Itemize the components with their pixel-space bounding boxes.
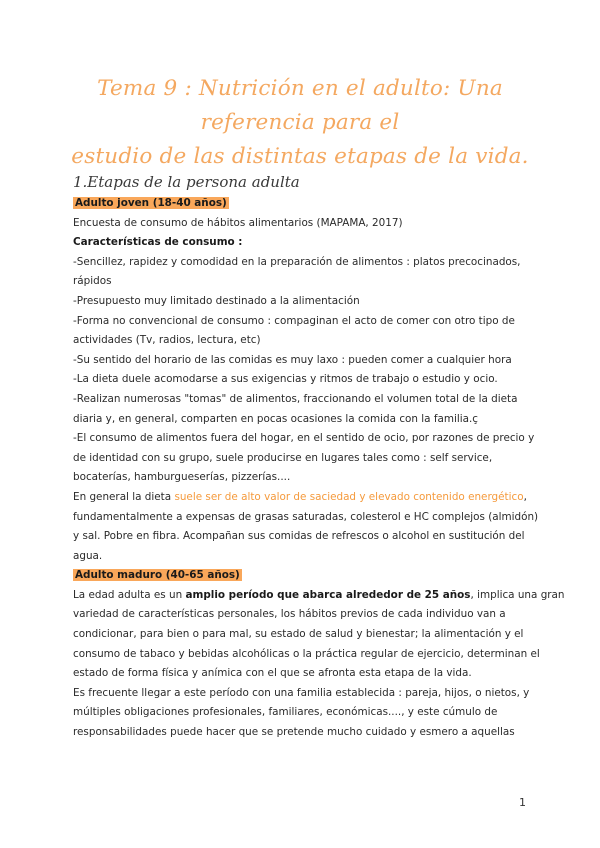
adulto-maduro-heading: Adulto maduro (40-65 años)	[75, 569, 240, 582]
text-line: diaria y, en general, comparten en pocas ocasiones la comida con la familia.ç	[73, 412, 479, 425]
text-line: consumo de tabaco y bebidas alcohólicas o la práctica regular de ejercicio, determinan el	[73, 647, 540, 660]
general-prefix: En general la dieta	[73, 490, 175, 503]
text-line: -Forma no convencional de consumo : compaginan el acto de comer con otro tipo de	[73, 314, 515, 327]
maduro-suffix: , implica una gran	[470, 588, 565, 601]
text-line: variedad de características personales, los hábitos previos de cada individuo van a	[73, 608, 506, 621]
adulto-joven-heading: Adulto joven (18-40 años)	[75, 197, 227, 209]
title-line-1: Tema 9 : Nutrición en el adulto: Una referencia para el	[97, 76, 503, 135]
general-highlight: suele ser de alto valor de saciedad y elevado contenido energético	[174, 490, 524, 503]
text-line: -Presupuesto muy limitado destinado a la alimentación	[73, 294, 360, 307]
general-suffix: ,	[523, 490, 527, 503]
encuesta-line: Encuesta de consumo de hábitos alimentarios (MAPAMA, 2017)	[73, 216, 403, 229]
title-line-2: estudio de las distintas etapas de la vida.	[71, 144, 529, 169]
text-line: responsabilidades puede hacer que se pretende mucho cuidado y esmero a aquellas	[73, 726, 515, 739]
text-line: agua.	[73, 549, 103, 562]
general-line	[73, 488, 533, 508]
text-line: -Realizan numerosas "tomas" de alimentos, fraccionando el volumen total de la dieta	[73, 392, 518, 405]
joven-list	[73, 253, 533, 488]
maduro-prefix: La edad adulta es un	[73, 588, 186, 601]
text-line: Es frecuente llegar a este período con una familia establecida : pareja, hijos, o nietos, y	[73, 686, 530, 699]
page-number: 1	[519, 796, 526, 809]
text-line: bocaterías, hamburgueserías, pizzerías....	[73, 471, 291, 484]
text-line: múltiples obligaciones profesionales, familiares, económicas...., y este cúmulo de	[73, 706, 498, 719]
text-line: fundamentalmente a expensas de grasas saturadas, colesterol e HC complejos (almidón)	[73, 510, 539, 523]
text-line: -Su sentido del horario de las comidas es muy laxo : pueden comer a cualquier hora	[73, 353, 512, 366]
text-line: -La dieta duele acomodarse a sus exigencias y ritmos de trabajo o estudio y ocio.	[73, 373, 498, 386]
text-line: -Sencillez, rapidez y comodidad en la preparación de alimentos : platos precocinados,	[73, 255, 521, 268]
document-title	[40, 72, 560, 174]
maduro-bold: amplio período que abarca alrededor de 25 años	[185, 588, 471, 601]
maduro-first-line	[73, 586, 565, 606]
text-line: y sal. Pobre en fibra. Acompañan sus comidas de refrescos o alcohol en sustitución del	[73, 530, 525, 543]
text-line: estado de forma física y anímica con el que se afronta esta etapa de la vida.	[73, 667, 472, 680]
text-line: de identidad con su grupo, suele producirse en lugares tales como : self service,	[73, 451, 493, 464]
section-heading: 1.Etapas de la persona adulta	[73, 173, 300, 191]
text-line: -El consumo de alimentos fuera del hogar, en el sentido de ocio, por razones de precio y	[73, 432, 535, 445]
text-line: rápidos	[73, 275, 112, 288]
caracteristicas-heading: Características de consumo :	[73, 236, 243, 249]
document-body	[73, 194, 565, 743]
text-line: condicionar, para bien o para mal, su estado de salud y bienestar; la alimentación y el	[73, 628, 524, 641]
text-line: actividades (Tv, radios, lectura, etc)	[73, 334, 261, 347]
